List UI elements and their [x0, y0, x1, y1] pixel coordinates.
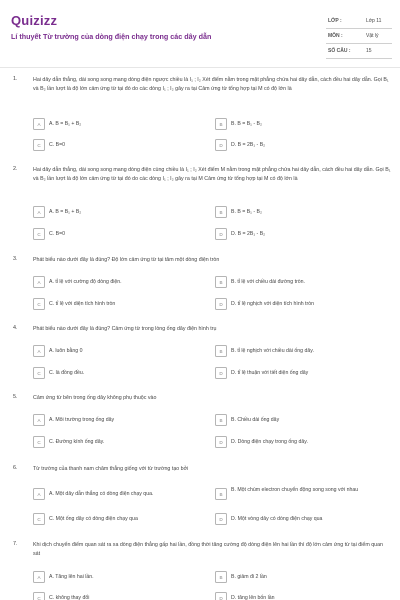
- option-text: B. tỉ lệ với chiều dài đường tròn.: [231, 279, 306, 285]
- option-text: C. Đường kính ống dây.: [49, 439, 105, 445]
- option-text: D. Một vòng dây có dòng điện chạy qua: [231, 516, 323, 522]
- option-letter: B: [215, 345, 227, 357]
- option-letter: B: [215, 571, 227, 583]
- option-text: C. tỉ lệ với diện tích hình tròn: [49, 301, 116, 307]
- option-letter: D: [215, 367, 227, 379]
- option-text: D. Dòng điện chạy trong ống dây.: [231, 439, 308, 445]
- option-text: C. không thay đổi: [49, 595, 90, 600]
- question-number: 5.: [13, 394, 18, 400]
- meta-label: SỐ CÂU :: [328, 48, 351, 54]
- question-text: Hai dây dẫn thẳng, dài song song mang dòng điện ngược chiều là I₁ ; I₂ Xét điểm nằm trong mặt phẳng chứa hai dây dẫn, cách đều hai dây dẫn. Gọi B₁ và B₂ lần lượt là độ lớn cảm ứng từ tại đó do các dòng I₁ ; I₂ gây ra tại Cảm ứng từ tổng hợp tại M có độ lớn là: [33, 77, 389, 92]
- option-letter: C: [33, 228, 45, 240]
- option-letter: A: [33, 345, 45, 357]
- quizizz-logo: Quizizz: [11, 13, 58, 28]
- meta-row-class: [326, 14, 392, 29]
- meta-row-count: [326, 44, 392, 59]
- meta-row-subject: [326, 29, 392, 44]
- option-c[interactable]: [33, 298, 208, 310]
- option-text: C. B=0: [49, 231, 66, 237]
- option-letter: A: [33, 276, 45, 288]
- option-letter: C: [33, 592, 45, 600]
- option-d[interactable]: [215, 436, 390, 448]
- option-a[interactable]: [33, 414, 208, 426]
- option-letter: D: [215, 139, 227, 151]
- option-b[interactable]: [215, 414, 390, 426]
- option-a[interactable]: [33, 345, 208, 357]
- option-text: D. tỉ lệ thuận với tiết diện ống dây: [231, 370, 309, 376]
- option-text: C. là đồng đều.: [49, 370, 85, 376]
- option-letter: B: [215, 118, 227, 130]
- option-a[interactable]: [33, 206, 208, 218]
- meta-value: Vật lý: [366, 33, 379, 39]
- option-letter: D: [215, 513, 227, 525]
- option-text: B. B = B₁ - B₂: [231, 121, 263, 127]
- question-number: 2.: [13, 166, 18, 172]
- option-letter: B: [215, 276, 227, 288]
- option-text: A. tỉ lệ với cường độ dòng điện.: [49, 279, 122, 285]
- option-d[interactable]: [215, 592, 390, 600]
- option-text: A. B = B₁ + B₂: [49, 121, 82, 127]
- option-letter: C: [33, 139, 45, 151]
- worksheet-header: [0, 0, 400, 64]
- option-text: D. B = 2B₁ - B₂: [231, 231, 266, 237]
- meta-label: LỚP :: [328, 18, 342, 24]
- option-b[interactable]: [215, 345, 390, 357]
- option-text: B. giảm đi 2 lần: [231, 574, 267, 580]
- option-b[interactable]: [215, 118, 390, 130]
- question-number: 7.: [13, 541, 18, 547]
- option-text: A. Môi trường trong ống dây: [49, 417, 115, 423]
- option-letter: D: [215, 228, 227, 240]
- question-number: 4.: [13, 325, 18, 331]
- option-text: D. tỉ lệ nghịch với diện tích hình tròn: [231, 301, 314, 307]
- option-letter: B: [215, 488, 227, 500]
- option-b[interactable]: [215, 276, 390, 288]
- option-d[interactable]: [215, 228, 390, 240]
- option-letter: C: [33, 367, 45, 379]
- option-a[interactable]: [33, 571, 208, 583]
- option-b[interactable]: [215, 206, 390, 218]
- question-text: Từ trường của thanh nam châm thẳng giống với từ trường tạo bởi: [33, 466, 189, 472]
- option-letter: D: [215, 592, 227, 600]
- option-text: C. Một ống dây có dòng điện chạy qua: [49, 516, 138, 522]
- option-text: A. luôn bằng 0: [49, 348, 83, 354]
- option-letter: A: [33, 206, 45, 218]
- option-text: A. B = B₁ + B₂: [49, 209, 82, 215]
- option-letter: A: [33, 118, 45, 130]
- option-c[interactable]: [33, 367, 208, 379]
- option-c[interactable]: [33, 436, 208, 448]
- meta-value: Lớp 11: [366, 18, 382, 24]
- question-number: 3.: [13, 256, 18, 262]
- option-letter: B: [215, 206, 227, 218]
- option-letter: C: [33, 513, 45, 525]
- option-text: B. Chiều dài ống dây: [231, 417, 280, 423]
- meta-label: MÔN :: [328, 33, 343, 39]
- option-text: B. Một chùm electron chuyển động song song với nhau: [231, 487, 359, 493]
- question-text: Hai dây dẫn thẳng, dài song song mang dòng điện cùng chiều là I₁ ; I₂ Xét điểm M nằm trong mặt phẳng chứa hai dây dẫn, cách đều hai dây dẫn. Gọi B₁ và B₂ lần lượt là độ lớn cảm ứng từ tại đó do các dòng I₁ ; I₂ gây ra tại M Cảm ứng từ tổng hợp tại M có độ lớn là: [33, 167, 391, 182]
- question-text: Khi dịch chuyển điểm quan sát ra xa dòng điện thẳng gấp hai lần, đồng thời tăng cường độ dòng điện lên hai lần thì độ lớn cảm ứng từ tại điểm quan sát: [33, 542, 383, 557]
- page-title: Lí thuyết Từ trường của dòng điện chạy trong các dây dẫn: [11, 32, 212, 41]
- question-number: 6.: [13, 465, 18, 471]
- option-d[interactable]: [215, 298, 390, 310]
- question-text: Phát biểu nào dưới đây là đúng? Cảm ứng từ trong lòng ống dây điện hình trụ: [33, 326, 217, 332]
- option-text: D. B = 2B₁ - B₂: [231, 142, 266, 148]
- option-letter: C: [33, 436, 45, 448]
- option-b[interactable]: [215, 488, 390, 500]
- option-d[interactable]: [215, 513, 390, 525]
- option-letter: C: [33, 298, 45, 310]
- option-d[interactable]: [215, 139, 390, 151]
- option-text: C. B=0: [49, 142, 66, 148]
- option-text: D. tăng lên bốn lần: [231, 595, 275, 600]
- question-text: Phát biểu nào dưới đây là đúng? Độ lớn cảm ứng từ tại tâm một dòng điện tròn: [33, 257, 220, 263]
- option-text: B. B = B₁ - B₂: [231, 209, 263, 215]
- meta-table: [326, 14, 392, 59]
- option-a[interactable]: [33, 118, 208, 130]
- question-text: Cảm ứng từ bên trong ống dây không phụ thuộc vào: [33, 395, 157, 401]
- option-c[interactable]: [33, 139, 208, 151]
- option-d[interactable]: [215, 367, 390, 379]
- option-letter: B: [215, 414, 227, 426]
- option-text: A. Một dây dẫn thẳng có dòng điện chạy qua.: [49, 491, 154, 497]
- option-text: B. tỉ lệ nghịch với chiều dài ống dây.: [231, 348, 314, 354]
- meta-value: 15: [366, 48, 372, 54]
- option-c[interactable]: [33, 228, 208, 240]
- option-letter: D: [215, 298, 227, 310]
- option-letter: A: [33, 571, 45, 583]
- option-letter: D: [215, 436, 227, 448]
- option-text: A. Tăng lên hai lần.: [49, 574, 94, 580]
- header-divider: [0, 67, 400, 68]
- option-c[interactable]: [33, 513, 208, 525]
- option-c[interactable]: [33, 592, 208, 600]
- option-b[interactable]: [215, 571, 390, 583]
- option-letter: A: [33, 414, 45, 426]
- option-a[interactable]: [33, 276, 208, 288]
- question-number: 1.: [13, 76, 18, 82]
- option-a[interactable]: [33, 488, 208, 500]
- option-letter: A: [33, 488, 45, 500]
